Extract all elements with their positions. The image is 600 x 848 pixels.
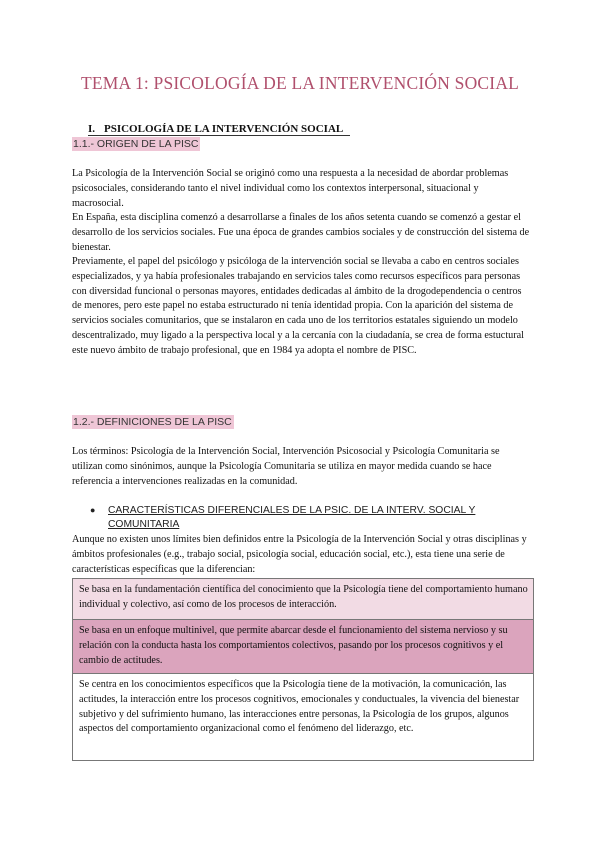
- paragraph-origen-1: La Psicología de la Intervención Social se originó como una respuesta a la necesidad de abordar problemas psicosociales, considerando tanto el nivel individual como los contextos interpersonal, situacional y macrosocial.: [72, 168, 509, 209]
- paragraph-origen-3: Previamente, el papel del psicólogo y psicóloga de la intervención social se llevaba a cabo en centros sociales especializados, y ya había profesionales trabajando en servicios tales como recursos específicos para personas con diversidad funcional o personas mayores, entidades dedicadas al ámbito de la drogodependencia o centros de menores, pero este papel no estaba estructurado ni tenía identidad propia. Con la aparición del sistema de servicios sociales comunitarios, que se instalaron en cada uno de los territorios estatales siguiendo un modelo descentralizado, muy ligado a la perspectiva local y a la cercanía con la ciudadanía, se crea de forma estuctural este nuevo ámbito de trabajo profesional, que en 1984 ya adopta el nombre de PISC.: [72, 256, 524, 356]
- subsection-heading-definiciones: 1.2.- DEFINICIONES DE LA PISC: [73, 416, 232, 428]
- subsection-heading-origen: 1.1.- ORIGEN DE LA PISC: [73, 138, 199, 150]
- table-row: Se basa en la fundamentación científica del conocimiento que la Psicología tiene del comportamiento humano individual y colectivo, así como de los procesos de interacción.: [73, 579, 533, 620]
- table-row: Se centra en los conocimientos específicos que la Psicología tiene de la motivación, la comunicación, las actitudes, la interacción entre los procesos cognitivos, emocionales y conductuales, la vivencia del bienestar subjetivo y del sufrimiento humano, las interacciones entre personas, la Psicología de los grupos, algunos aspectos del comportamiento organizacional como el fenómeno del liderazgo, etc.: [73, 674, 533, 760]
- bullet-text: CARACTERÍSTICAS DIFERENCIALES DE LA PSIC. DE LA INTERV. SOCIAL Y COMUNITARIA: [108, 505, 476, 530]
- characteristics-table: [72, 578, 534, 761]
- page-title: TEMA 1: PSICOLOGÍA DE LA INTERVENCIÓN SOCIAL: [80, 73, 520, 93]
- table-row: Se basa en un enfoque multinivel, que permite abarcar desde el funcionamiento del sistema nervioso y su relación con la conducta hasta los comportamientos colectivos, pasando por los procesos cognitivos y el cambio de actitudes.: [73, 620, 533, 674]
- section-number: I.: [88, 123, 96, 135]
- section-label: PSICOLOGÍA DE LA INTERVENCIÓN SOCIAL: [104, 123, 344, 135]
- paragraph-definiciones-2: Aunque no existen unos límites bien definidos entre la Psicología de la Intervención Social y otras disciplinas y ámbitos profesionales (e.g., trabajo social, psicología social, educación social, etc.), esta tiene una serie de características específicas que la diferencian:: [72, 534, 527, 575]
- bullet-icon: ●: [90, 505, 96, 515]
- section-heading: [88, 123, 350, 136]
- paragraph-origen-2: En España, esta disciplina comenzó a desarrollarse a finales de los años setenta cuando se comenzó a gestar el desarrollo de los servicios sociales. Fue una época de grandes cambios sociales y de construcción del sistema de bienestar.: [72, 212, 530, 253]
- paragraph-definiciones-1: Los términos: Psicología de la Intervención Social, Intervención Psicosocial y Psicología Comunitaria se utilizan como sinónimos, aunque la Psicología Comunitaria se utiliza en mayor medida cuando se hace referencia a intervenciones realizadas en la comunidad.: [72, 446, 500, 487]
- bullet-item: [90, 504, 520, 531]
